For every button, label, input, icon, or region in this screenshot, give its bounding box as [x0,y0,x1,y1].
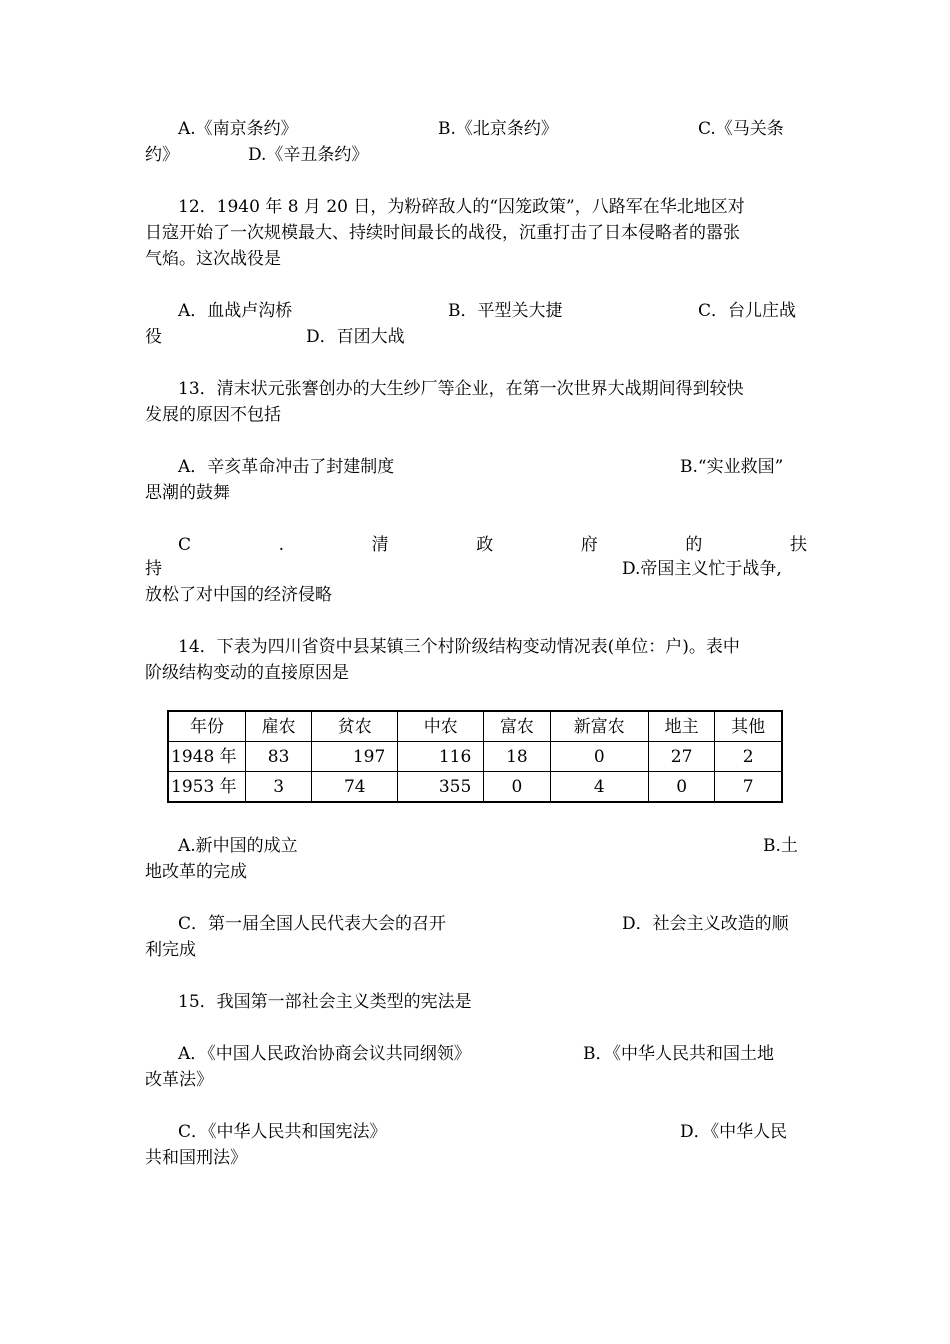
q12-option-a: A．血战卢沟桥 [178,301,293,321]
table-cell: 1948 年 [168,742,246,772]
table-cell: 27 [649,742,715,772]
q11-options-row1 [145,116,805,142]
table-row [168,742,782,772]
q14-option-a: A.新中国的成立 [178,836,298,856]
table-header-cell: 富农 [484,711,550,742]
table-cell: 0 [649,772,715,803]
table-cell: 74 [312,772,398,803]
q13-option-b-continued: 思潮的鼓舞 [145,483,230,503]
table-cell: 3 [246,772,312,803]
q15-option-d-continued: 共和国刑法》 [145,1148,247,1168]
q14-text-line2: 阶级结构变动的直接原因是 [145,663,349,683]
q12-option-c-continued: 役 [145,327,162,347]
table-cell: 83 [246,742,312,772]
q13-options-row3 [145,556,805,582]
table-cell: 18 [484,742,550,772]
table-header-cell: 中农 [398,711,484,742]
table-cell: 4 [550,772,648,803]
table-cell: 116 [398,742,484,772]
q14-text-line1: 14．下表为四川省资中县某镇三个村阶级结构变动情况表(单位：户)。表中 [178,637,740,657]
table-header-row [168,711,782,742]
table-cell: 2 [715,742,782,772]
q12-option-d: D．百团大战 [306,327,405,347]
table-row [168,772,782,803]
q14-option-c: C．第一届全国人民代表大会的召开 [178,914,447,934]
q13-option-a: A．辛亥革命冲击了封建制度 [178,457,395,477]
table-cell: 0 [550,742,648,772]
q13-option-b: B.“实业救国” [680,457,784,477]
q13-option-d-continued: 放松了对中国的经济侵略 [145,585,332,605]
q15-option-b-continued: 改革法》 [145,1070,213,1090]
table-header-cell: 其他 [715,711,782,742]
q12-text-line3: 气焰。这次战役是 [145,249,281,269]
q13-option-d: D.帝国主义忙于战争, [622,559,782,579]
q13-option-c-char: C [178,535,192,555]
q14-option-b-continued: 地改革的完成 [145,862,247,882]
table-header-cell: 年份 [168,711,246,742]
q11-option-c-continued: 约》 [145,145,179,165]
q13-option-c-char: 扶 [789,535,807,555]
q11-options-row2 [145,142,805,168]
q14-options-row2 [145,911,805,937]
q11-option-d: D.《辛丑条约》 [248,145,369,165]
table-cell: 7 [715,772,782,803]
table-header-cell: 贫农 [312,711,398,742]
q12-option-c: C．台儿庄战 [698,301,797,321]
table-cell: 355 [398,772,484,803]
q13-option-c-continued: 持 [145,559,162,579]
q13-options-row1 [145,454,805,480]
q14-option-b: B.土 [763,836,798,856]
class-structure-table [167,710,783,803]
q14-option-d-continued: 利完成 [145,940,196,960]
q14-option-d: D．社会主义改造的顺 [622,914,789,934]
q15-text-line1: 15．我国第一部社会主义类型的宪法是 [178,992,472,1012]
q15-options-row1 [145,1041,805,1067]
q13-option-c-char: . [278,535,285,555]
q13-option-c-char: 的 [685,535,703,555]
q12-option-b: B．平型关大捷 [448,301,563,321]
q15-options-row2 [145,1119,805,1145]
q12-options-row1 [145,298,805,324]
table-header-cell: 地主 [649,711,715,742]
q12-text-line1: 12．1940 年 8 月 20 日，为粉碎敌人的“囚笼政策”，八路军在华北地区对 [178,197,745,217]
q15-option-b: B．《中华人民共和国土地 [583,1044,774,1064]
table-cell: 197 [312,742,398,772]
table-header-cell: 雇农 [246,711,312,742]
table-cell: 1953 年 [168,772,246,803]
q15-option-d: D．《中华人民 [680,1122,788,1142]
q11-option-c: C.《马关条 [698,119,784,139]
q12-text-line2: 日寇开始了一次规模最大、持续时间最长的战役，沉重打击了日本侵略者的嚣张 [145,223,740,243]
table-header-cell: 新富农 [550,711,648,742]
q13-option-c-spread [145,532,807,558]
q11-option-b: B.《北京条约》 [438,119,558,139]
q11-option-a: A.《南京条约》 [178,119,298,139]
q15-option-c: C．《中华人民共和国宪法》 [178,1122,387,1142]
q13-option-c-char: 清 [371,535,389,555]
q13-option-c-char: 政 [476,535,494,555]
q13-option-c-char: 府 [580,535,598,555]
q14-options-row1 [145,833,805,859]
table-cell: 0 [484,772,550,803]
q12-options-row2 [145,324,805,350]
q13-text-line1: 13．清末状元张謇创办的大生纱厂等企业，在第一次世界大战期间得到较快 [178,379,744,399]
q13-text-line2: 发展的原因不包括 [145,405,281,425]
q15-option-a: A．《中国人民政治协商会议共同纲领》 [178,1044,471,1064]
